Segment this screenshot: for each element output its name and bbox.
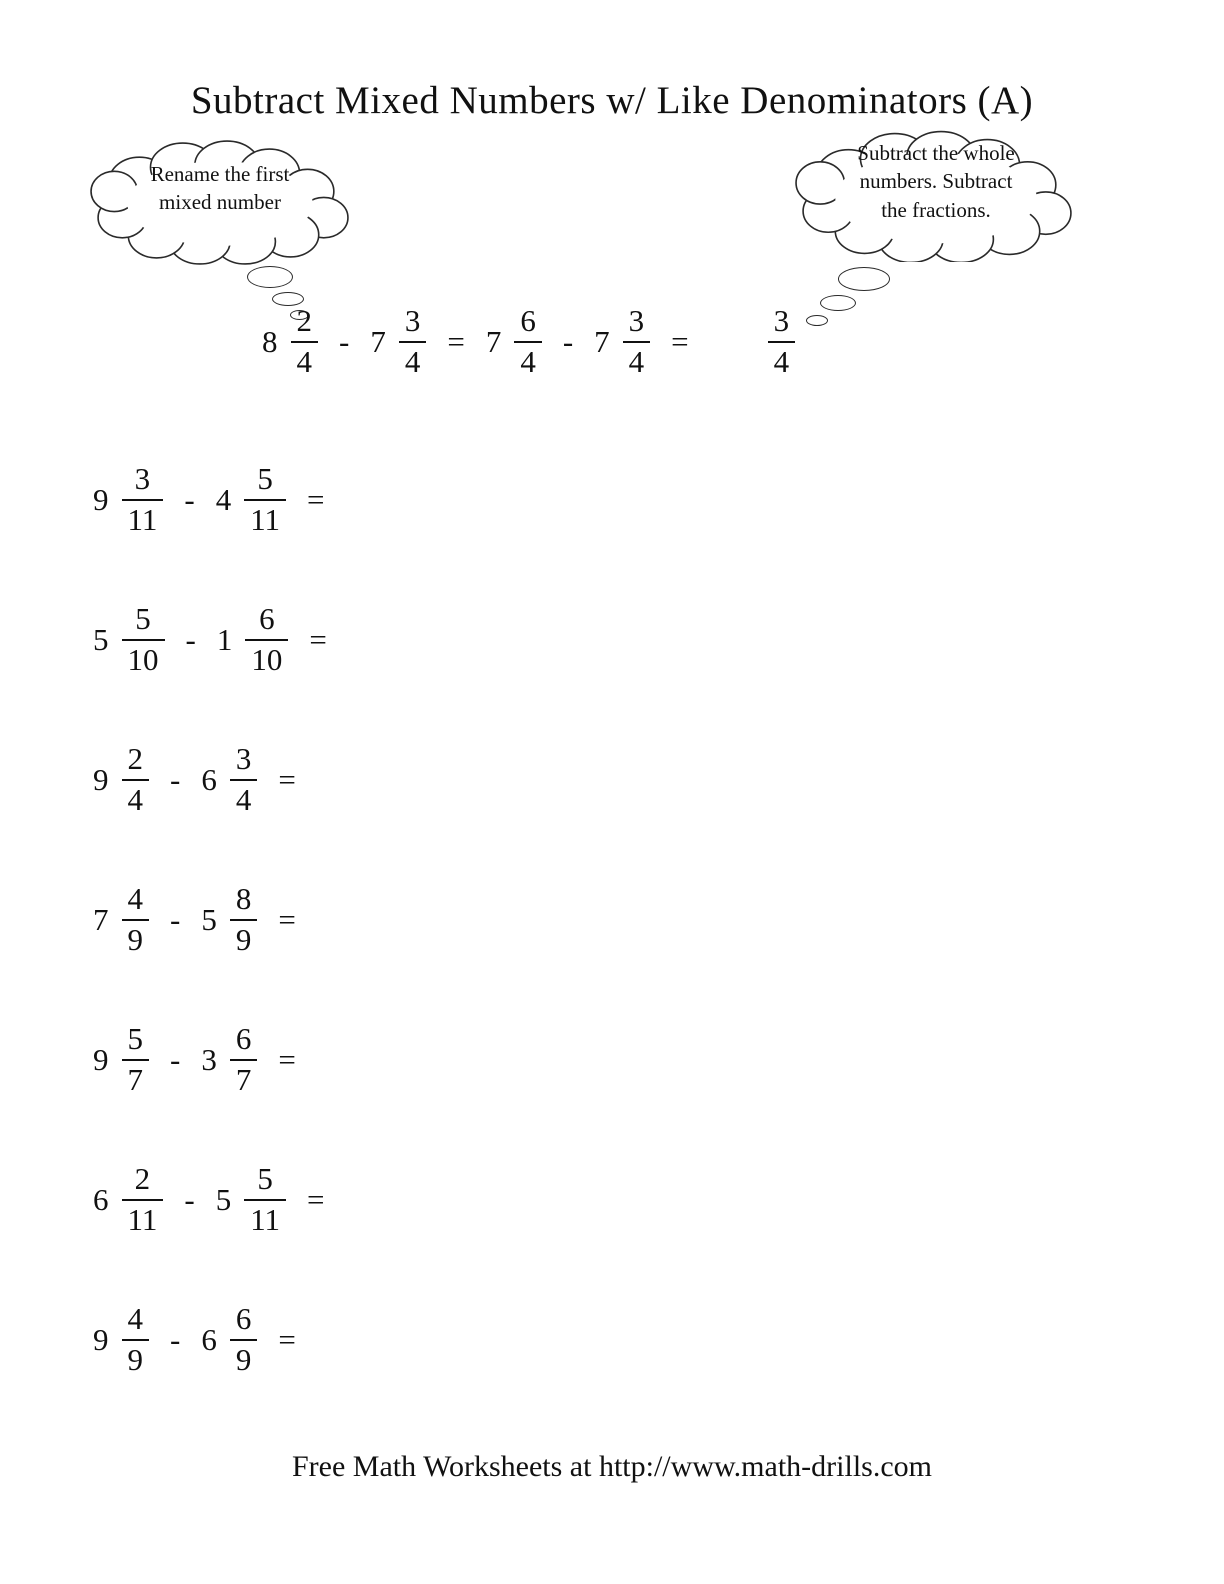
denominator: 11 bbox=[244, 1199, 286, 1237]
numerator: 5 bbox=[257, 461, 273, 497]
fraction bbox=[244, 463, 286, 536]
minus-sign: - bbox=[170, 1042, 181, 1077]
denominator: 11 bbox=[244, 499, 286, 537]
numerator: 6 bbox=[235, 1301, 252, 1337]
fraction bbox=[244, 1163, 286, 1236]
equals-sign: = bbox=[307, 1182, 325, 1217]
problem-row bbox=[93, 430, 348, 570]
numerator: 5 bbox=[127, 1021, 143, 1057]
problem-row bbox=[93, 1130, 348, 1270]
mixed-number bbox=[217, 603, 289, 676]
whole-number: 7 bbox=[594, 323, 610, 359]
fraction bbox=[122, 1303, 150, 1376]
fraction bbox=[230, 883, 258, 956]
numerator: 3 bbox=[773, 303, 790, 338]
whole-number: 5 bbox=[201, 902, 217, 937]
numerator: 4 bbox=[127, 1301, 143, 1337]
mixed-number bbox=[216, 1163, 286, 1236]
problem-row bbox=[93, 710, 348, 850]
denominator: 9 bbox=[122, 919, 150, 957]
problem-row bbox=[93, 1270, 348, 1410]
denominator: 4 bbox=[399, 341, 427, 379]
mixed-number bbox=[201, 883, 257, 956]
fraction bbox=[230, 743, 258, 816]
whole-number: 6 bbox=[93, 1182, 109, 1217]
numerator: 6 bbox=[520, 303, 536, 338]
numerator: 2 bbox=[127, 741, 143, 777]
whole-number: 7 bbox=[370, 323, 386, 359]
whole-number: 9 bbox=[93, 1322, 109, 1357]
example-equation bbox=[262, 305, 795, 378]
whole-number: 9 bbox=[93, 1042, 109, 1077]
cloud-right-line-3: the fractions. bbox=[881, 197, 991, 222]
numerator: 4 bbox=[127, 881, 143, 917]
whole-number: 9 bbox=[93, 482, 109, 517]
mixed-number bbox=[201, 743, 257, 816]
denominator: 10 bbox=[122, 639, 165, 677]
denominator: 4 bbox=[122, 779, 150, 817]
numerator: 2 bbox=[134, 1161, 151, 1197]
equals-sign: = bbox=[278, 762, 296, 797]
whole-number: 7 bbox=[485, 323, 502, 359]
mixed-number bbox=[594, 305, 650, 378]
fraction bbox=[122, 603, 165, 676]
whole-number: 9 bbox=[93, 762, 109, 797]
mixed-number bbox=[370, 305, 426, 378]
mixed-number bbox=[262, 305, 318, 378]
footer-text: Free Math Worksheets at http://www.math-drills.com bbox=[292, 1450, 932, 1483]
fraction bbox=[122, 463, 164, 536]
fraction bbox=[291, 305, 319, 378]
mixed-number bbox=[93, 1303, 149, 1376]
mixed-number bbox=[201, 1303, 257, 1376]
denominator: 4 bbox=[623, 341, 651, 379]
minus-sign: - bbox=[184, 1182, 195, 1217]
problem-list bbox=[93, 430, 348, 1410]
whole-number: 1 bbox=[216, 622, 233, 657]
fraction bbox=[245, 603, 288, 676]
numerator: 6 bbox=[235, 1021, 252, 1057]
minus-sign: - bbox=[339, 323, 350, 359]
denominator: 4 bbox=[291, 341, 319, 379]
whole-number: 3 bbox=[201, 1042, 217, 1077]
fraction bbox=[122, 1163, 164, 1236]
whole-number: 5 bbox=[215, 1182, 232, 1217]
fraction bbox=[514, 305, 542, 378]
whole-number: 5 bbox=[93, 622, 109, 657]
problem-row bbox=[93, 570, 348, 710]
problem-row bbox=[93, 990, 348, 1130]
numerator: 3 bbox=[134, 461, 151, 497]
fraction bbox=[399, 305, 427, 378]
fraction bbox=[122, 1023, 150, 1096]
equals-sign: = bbox=[278, 902, 296, 937]
minus-sign: - bbox=[170, 1322, 181, 1357]
denominator: 10 bbox=[245, 639, 288, 677]
numerator: 3 bbox=[628, 303, 645, 338]
fraction bbox=[122, 743, 150, 816]
mixed-number bbox=[93, 743, 149, 816]
equals-sign: = bbox=[309, 622, 327, 657]
minus-sign: - bbox=[184, 482, 195, 517]
page-title: Subtract Mixed Numbers w/ Like Denominators (A) bbox=[190, 79, 1034, 122]
thought-bubble-icon bbox=[806, 315, 828, 326]
denominator: 9 bbox=[122, 1339, 150, 1377]
denominator: 4 bbox=[514, 341, 542, 379]
fraction bbox=[122, 883, 150, 956]
whole-number: 6 bbox=[201, 762, 217, 797]
denominator: 4 bbox=[768, 341, 796, 379]
minus-sign: - bbox=[185, 622, 196, 657]
equals-sign: = bbox=[278, 1042, 296, 1077]
equals-sign: = bbox=[278, 1322, 296, 1357]
thought-cloud-left bbox=[84, 138, 356, 266]
denominator: 11 bbox=[122, 499, 164, 537]
fraction bbox=[768, 305, 796, 378]
numerator: 8 bbox=[235, 881, 252, 917]
numerator: 2 bbox=[296, 303, 312, 338]
whole-number: 6 bbox=[201, 1322, 217, 1357]
denominator: 9 bbox=[230, 919, 258, 957]
minus-sign: - bbox=[170, 902, 181, 937]
fraction bbox=[230, 1023, 258, 1096]
denominator: 9 bbox=[230, 1339, 258, 1377]
minus-sign: - bbox=[562, 323, 574, 359]
whole-number: 4 bbox=[215, 482, 232, 517]
cloud-left-line-1: Rename the first bbox=[150, 161, 290, 186]
mixed-number bbox=[93, 883, 149, 956]
mixed-number bbox=[93, 463, 163, 536]
thought-cloud-right bbox=[790, 130, 1082, 262]
numerator: 6 bbox=[259, 601, 275, 637]
whole-number: 8 bbox=[262, 323, 278, 359]
numerator: 3 bbox=[404, 303, 421, 338]
fraction bbox=[623, 305, 651, 378]
numerator: 5 bbox=[135, 601, 151, 637]
equals-sign: = bbox=[447, 323, 465, 359]
thought-bubble-icon bbox=[247, 266, 293, 288]
minus-sign: - bbox=[170, 762, 181, 797]
whole-number: 7 bbox=[93, 902, 109, 937]
cloud-right-text bbox=[790, 130, 1082, 233]
equals-sign: = bbox=[671, 323, 689, 359]
mixed-number bbox=[93, 603, 165, 676]
cloud-left-text bbox=[84, 138, 356, 238]
numerator: 5 bbox=[257, 1161, 273, 1197]
equals-sign: = bbox=[307, 482, 325, 517]
thought-bubble-icon bbox=[820, 295, 856, 311]
fraction bbox=[230, 1303, 258, 1376]
numerator: 3 bbox=[235, 741, 252, 777]
cloud-right-line-2: numbers. Subtract bbox=[859, 169, 1013, 194]
denominator: 7 bbox=[230, 1059, 258, 1097]
problem-row bbox=[93, 850, 348, 990]
mixed-number bbox=[93, 1023, 149, 1096]
cloud-left-line-2: mixed number bbox=[159, 189, 281, 214]
denominator: 11 bbox=[122, 1199, 164, 1237]
denominator: 7 bbox=[122, 1059, 150, 1097]
thought-bubble-icon bbox=[838, 267, 890, 291]
mixed-number bbox=[486, 305, 542, 378]
cloud-right-line-1: Subtract the whole bbox=[857, 140, 1015, 165]
denominator: 4 bbox=[230, 779, 258, 817]
mixed-number bbox=[201, 1023, 257, 1096]
mixed-number bbox=[216, 463, 286, 536]
mixed-number bbox=[93, 1163, 163, 1236]
